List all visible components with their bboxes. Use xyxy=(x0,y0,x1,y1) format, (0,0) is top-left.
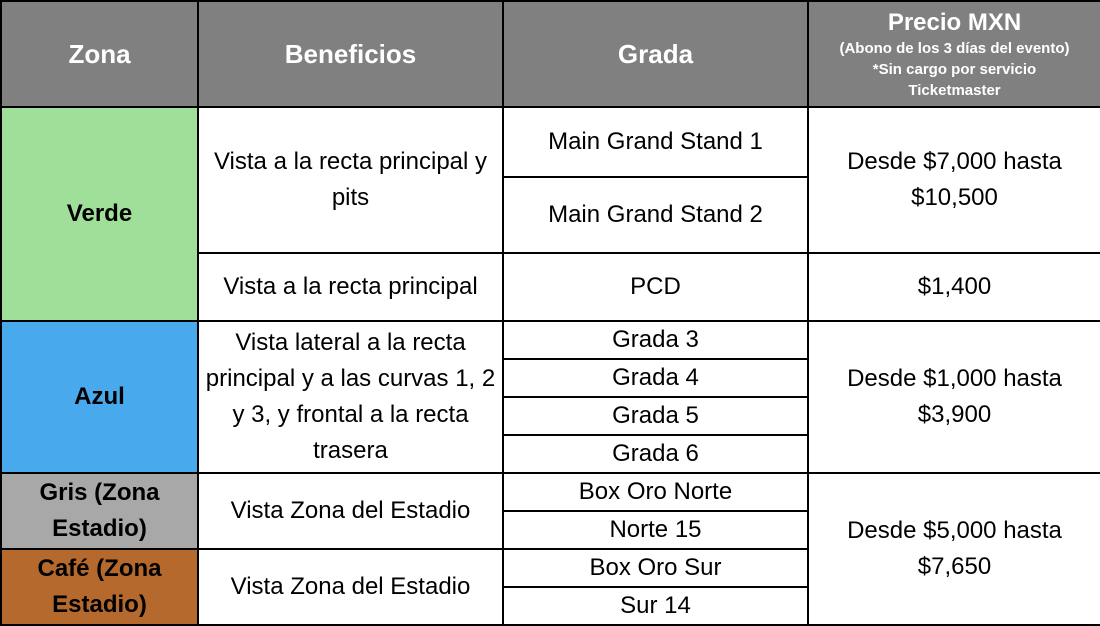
zona-azul: Azul xyxy=(1,321,198,473)
precio-estadio: Desde $5,000 hasta $7,650 xyxy=(808,473,1100,625)
zona-cafe: Café (Zona Estadio) xyxy=(1,549,198,625)
beneficio-cafe: Vista Zona del Estadio xyxy=(198,549,503,625)
grada-box-oro-sur: Box Oro Sur xyxy=(503,549,808,587)
grada-3: Grada 3 xyxy=(503,321,808,359)
header-grada: Grada xyxy=(503,1,808,107)
grada-pcd: PCD xyxy=(503,253,808,321)
grada-6: Grada 6 xyxy=(503,435,808,473)
zona-verde: Verde xyxy=(1,107,198,321)
header-zona: Zona xyxy=(1,1,198,107)
grada-5: Grada 5 xyxy=(503,397,808,435)
grada-main-grand-stand-1: Main Grand Stand 1 xyxy=(503,107,808,177)
table-row xyxy=(1,107,1100,177)
grada-box-oro-norte: Box Oro Norte xyxy=(503,473,808,511)
header-precio-title: Precio MXN xyxy=(887,8,1022,36)
header-precio-note-2: *Sin cargo por servicio xyxy=(872,60,1037,78)
header-row xyxy=(1,1,1100,107)
header-beneficios: Beneficios xyxy=(198,1,503,107)
grada-sur-14: Sur 14 xyxy=(503,587,808,625)
beneficio-gris: Vista Zona del Estadio xyxy=(198,473,503,549)
header-precio xyxy=(808,1,1100,107)
zona-gris: Gris (Zona Estadio) xyxy=(1,473,198,549)
grada-norte-15: Norte 15 xyxy=(503,511,808,549)
header-precio-note-1: (Abono de los 3 días del evento) xyxy=(839,39,1070,57)
beneficio-verde-1: Vista a la recta principal y pits xyxy=(198,107,503,253)
grada-4: Grada 4 xyxy=(503,359,808,397)
beneficio-verde-2: Vista a la recta principal xyxy=(198,253,503,321)
table-row xyxy=(1,473,1100,511)
header-precio-note-3: Ticketmaster xyxy=(908,81,1001,99)
precio-verde-2: $1,400 xyxy=(808,253,1100,321)
table-row xyxy=(1,321,1100,359)
grada-main-grand-stand-2: Main Grand Stand 2 xyxy=(503,177,808,253)
precio-verde-1: Desde $7,000 hasta $10,500 xyxy=(808,107,1100,253)
beneficio-azul: Vista lateral a la recta principal y a las curvas 1, 2 y 3, y frontal a la recta trasera xyxy=(198,321,503,473)
precio-azul: Desde $1,000 hasta $3,900 xyxy=(808,321,1100,473)
